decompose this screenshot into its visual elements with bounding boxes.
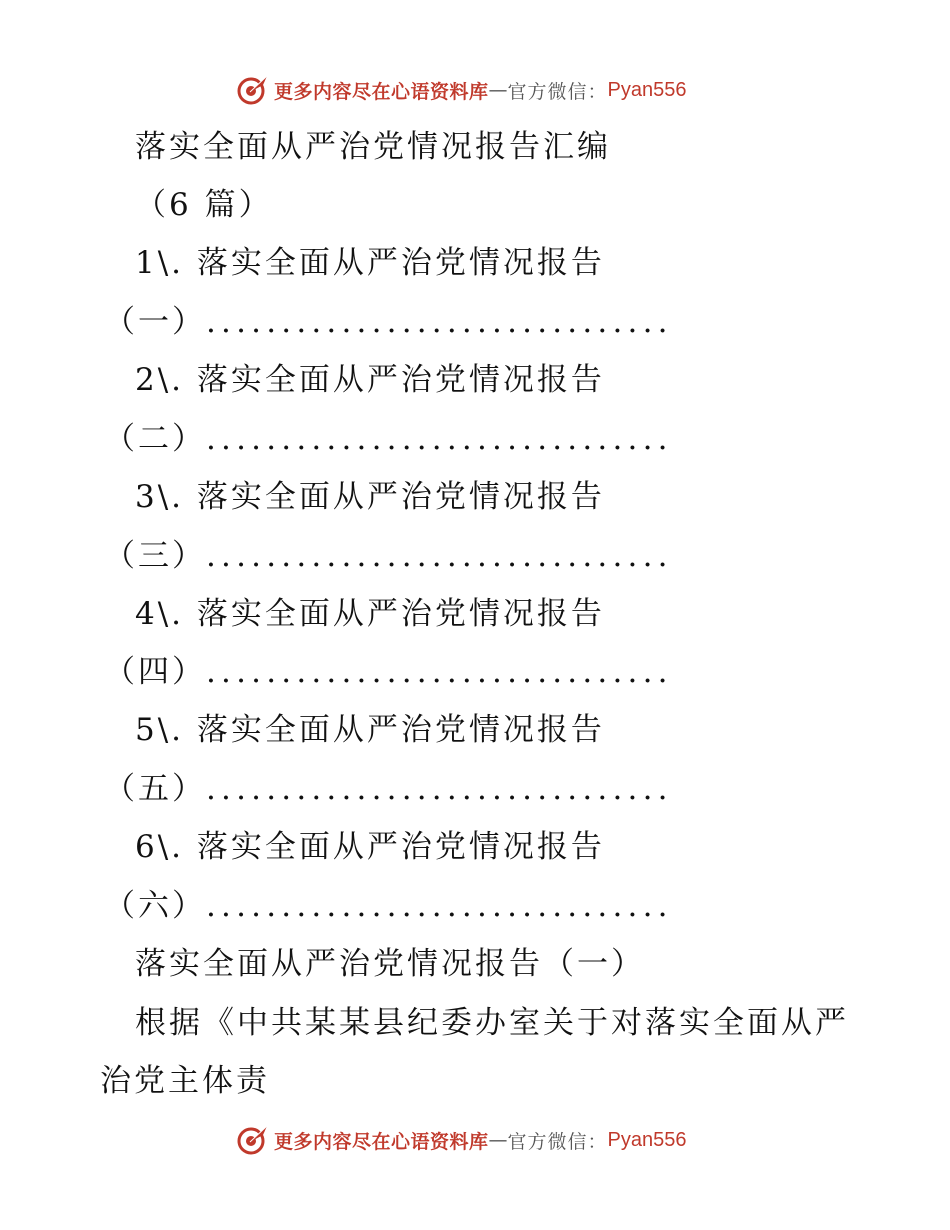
watermark-dash: — xyxy=(488,1129,508,1151)
toc-entry-number: 4\. xyxy=(135,596,185,632)
toc-entry-leader[interactable] xyxy=(104,419,673,459)
toc-entry-suffix: （三） xyxy=(104,538,206,574)
toc-entry-text: 落实全面从严治党情况报告 xyxy=(196,362,605,398)
watermark-dash: — xyxy=(488,79,508,101)
toc-entry-number: 1\. xyxy=(135,245,185,281)
section-heading: 落实全面从严治党情况报告（一） xyxy=(135,946,645,982)
quill-logo-icon xyxy=(236,73,270,107)
body-paragraph-line: 根据《中共某某县纪委办室关于对落实全面从严 xyxy=(135,1005,849,1041)
watermark-main-text: 更多内容尽在心语资料库 xyxy=(274,80,489,103)
toc-entry-number: 5\. xyxy=(135,712,185,748)
quill-logo-icon xyxy=(236,1123,270,1157)
toc-entry-number: 3\. xyxy=(135,479,185,515)
watermark-wechat-id: Pyan556 xyxy=(607,78,687,101)
toc-leader-dots: ............................... xyxy=(206,654,673,690)
watermark-wechat-label: 官方微信： xyxy=(507,1130,608,1153)
toc-entry-title[interactable] xyxy=(135,594,605,634)
toc-entry-text: 落实全面从严治党情况报告 xyxy=(196,829,605,865)
toc-entry-text: 落实全面从严治党情况报告 xyxy=(196,245,605,281)
body-paragraph-line: 治党主体责 xyxy=(100,1063,270,1099)
toc-entry-leader[interactable] xyxy=(104,769,673,809)
toc-entry-text: 落实全面从严治党情况报告 xyxy=(196,712,605,748)
document-title: 落实全面从严治党情况报告汇编 xyxy=(135,129,611,165)
toc-entry-title[interactable] xyxy=(135,477,605,517)
toc-entry-leader[interactable] xyxy=(104,302,673,342)
toc-entry-title[interactable] xyxy=(135,827,605,867)
toc-entry-suffix: （二） xyxy=(104,421,206,457)
toc-leader-dots: ............................... xyxy=(206,538,673,574)
toc-entry-suffix: （四） xyxy=(104,654,206,690)
toc-entry-leader[interactable] xyxy=(104,652,673,692)
document-count: （6 篇） xyxy=(135,187,273,223)
toc-entry-number: 2\. xyxy=(135,362,185,398)
watermark-banner-bottom xyxy=(236,1123,687,1157)
toc-entry-title[interactable] xyxy=(135,710,605,750)
toc-entry-text: 落实全面从严治党情况报告 xyxy=(196,479,605,515)
toc-entry-leader[interactable] xyxy=(104,886,673,926)
toc-entry-title[interactable] xyxy=(135,243,605,283)
toc-entry-leader[interactable] xyxy=(104,536,673,576)
watermark-wechat-label: 官方微信： xyxy=(507,80,608,103)
watermark-wechat-id: Pyan556 xyxy=(607,1128,687,1151)
toc-leader-dots: ............................... xyxy=(206,771,673,807)
watermark-banner-top xyxy=(236,73,687,107)
toc-leader-dots: ............................... xyxy=(206,888,673,924)
toc-leader-dots: ............................... xyxy=(206,421,673,457)
watermark-main-text: 更多内容尽在心语资料库 xyxy=(274,1130,489,1153)
toc-entry-suffix: （五） xyxy=(104,771,206,807)
toc-entry-suffix: （一） xyxy=(104,304,206,340)
toc-entry-suffix: （六） xyxy=(104,888,206,924)
toc-entry-text: 落实全面从严治党情况报告 xyxy=(196,596,605,632)
toc-entry-number: 6\. xyxy=(135,829,185,865)
toc-leader-dots: ............................... xyxy=(206,304,673,340)
toc-entry-title[interactable] xyxy=(135,360,605,400)
